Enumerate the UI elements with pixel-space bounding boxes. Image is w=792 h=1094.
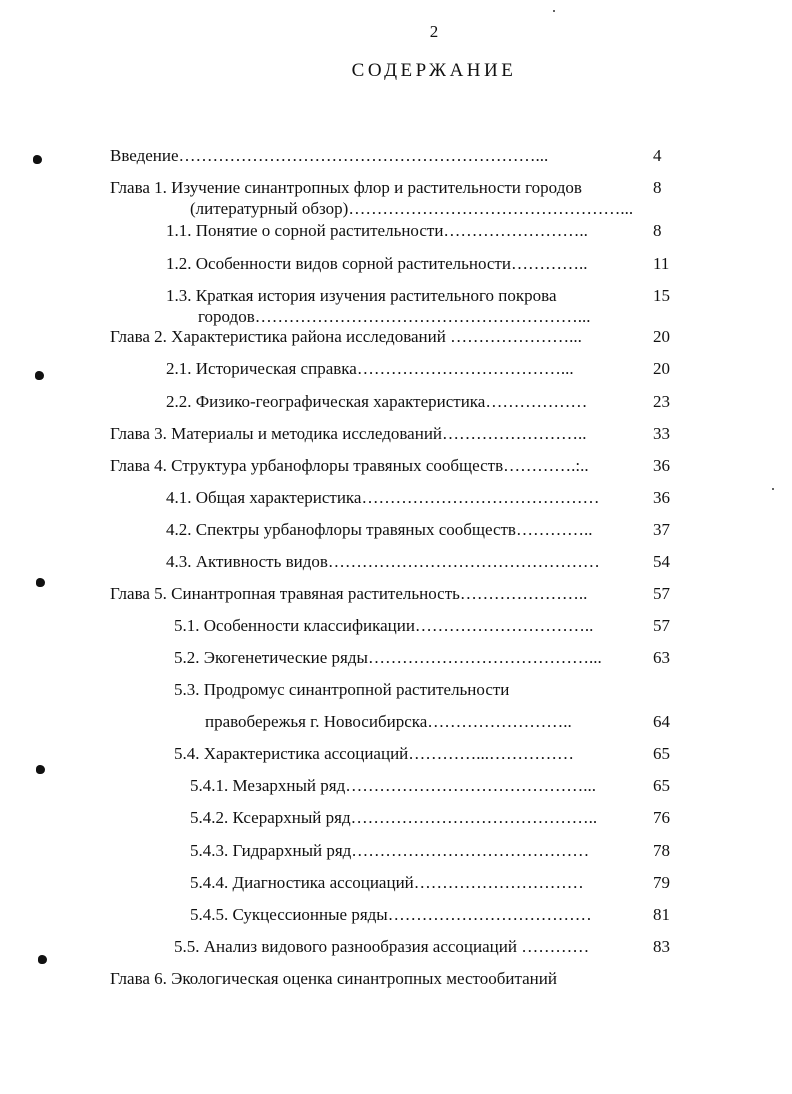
toc-entry-title: 5.2. Экогенетические ряды…………………………………...: [174, 648, 602, 667]
toc-entry-title: 4.3. Активность видов…………………………………………: [166, 552, 600, 571]
toc-entry-page: 78: [653, 841, 670, 860]
toc-entry-title: Глава 3. Материалы и методика исследований……………………..: [110, 424, 587, 443]
toc-entry-title: 5.1. Особенности классификации…………………………..: [174, 616, 594, 635]
toc-entry-page: 11: [653, 254, 670, 273]
toc-entry-page: 8: [653, 178, 662, 197]
toc-entry-title: Введение………………………………………………………...: [110, 146, 549, 165]
toc-entry-title: Глава 1. Изучение синантропных флор и растительности городов: [110, 178, 582, 197]
toc-entry-title: 5.5. Анализ видового разнообразия ассоциаций …………: [174, 937, 590, 956]
toc-entry-title: 5.4. Характеристика ассоциаций…………...……………: [174, 744, 575, 763]
toc-entry-page: 64: [653, 712, 670, 731]
toc-entry-page: 33: [653, 424, 670, 443]
toc-entry-title: городов…………………………………………………...: [198, 307, 591, 326]
toc-entry-title: Глава 5. Синантропная травяная растительность…………………..: [110, 584, 588, 603]
toc-entry-page: 65: [653, 776, 670, 795]
toc-entry-page: 23: [653, 392, 670, 411]
toc-entry-page: 36: [653, 456, 670, 475]
toc-entry-page: 8: [653, 221, 662, 240]
toc-entry-page: 57: [653, 584, 670, 603]
toc-entry-title: 1.3. Краткая история изучения растительного покрова: [166, 286, 557, 305]
toc-entry-title: 4.2. Спектры урбанофлоры травяных сообществ…………..: [166, 520, 593, 539]
toc-entry-title: 1.2. Особенности видов сорной растительности…………..: [166, 254, 588, 273]
toc-entry-page: 15: [653, 286, 670, 305]
toc-entry-page: 36: [653, 488, 670, 507]
page-title: СОДЕРЖАНИЕ: [351, 60, 517, 81]
toc-entry-title: Глава 4. Структура урбанофлоры травяных сообществ………….:..: [110, 456, 589, 475]
toc-entry-title: 5.4.1. Мезархный ряд……………………………………...: [190, 776, 596, 795]
toc-entry-title: 4.1. Общая характеристика……………………………………: [166, 488, 600, 507]
toc-entry-title: 5.3. Продромус синантропной растительности: [174, 680, 510, 699]
page-number: 2: [429, 22, 439, 41]
toc-entry-page: 76: [653, 808, 670, 827]
toc-entry-title: 5.4.4. Диагностика ассоциаций…………………………: [190, 873, 584, 892]
toc-entry-title: 2.2. Физико-географическая характеристика………………: [166, 392, 588, 411]
toc-entry-title: 2.1. Историческая справка………………………………...: [166, 359, 574, 378]
toc-entry-title: 1.1. Понятие о сорной растительности……………………..: [166, 221, 588, 240]
toc-entry-page: 83: [653, 937, 670, 956]
toc-entry-page: 54: [653, 552, 670, 571]
toc-entry-page: 4: [653, 146, 662, 165]
toc-entry-page: 81: [653, 905, 670, 924]
toc-entry-title: 5.4.5. Сукцессионные ряды………………………………: [190, 905, 592, 924]
toc-entry-title: Глава 2. Характеристика района исследований …………………...: [110, 327, 582, 346]
toc-entry-title: правобережья г. Новосибирска……………………..: [205, 712, 572, 731]
toc-entry-page: 57: [653, 616, 670, 635]
toc-entry-title: Глава 6. Экологическая оценка синантропных местообитаний: [110, 969, 557, 988]
toc-entry-page: 65: [653, 744, 670, 763]
toc-entry-page: 37: [653, 520, 670, 539]
toc-entry-page: 79: [653, 873, 670, 892]
toc-entry-title: 5.4.3. Гидрархный ряд……………………………………: [190, 841, 590, 860]
toc-entry-page: 20: [653, 359, 670, 378]
toc-entry-page: 20: [653, 327, 670, 346]
toc-entry-title: (литературный обзор)…………………………………………...: [190, 199, 634, 218]
toc-entry-title: 5.4.2. Ксерархный ряд……………………………………..: [190, 808, 598, 827]
toc-entry-page: 63: [653, 648, 670, 667]
